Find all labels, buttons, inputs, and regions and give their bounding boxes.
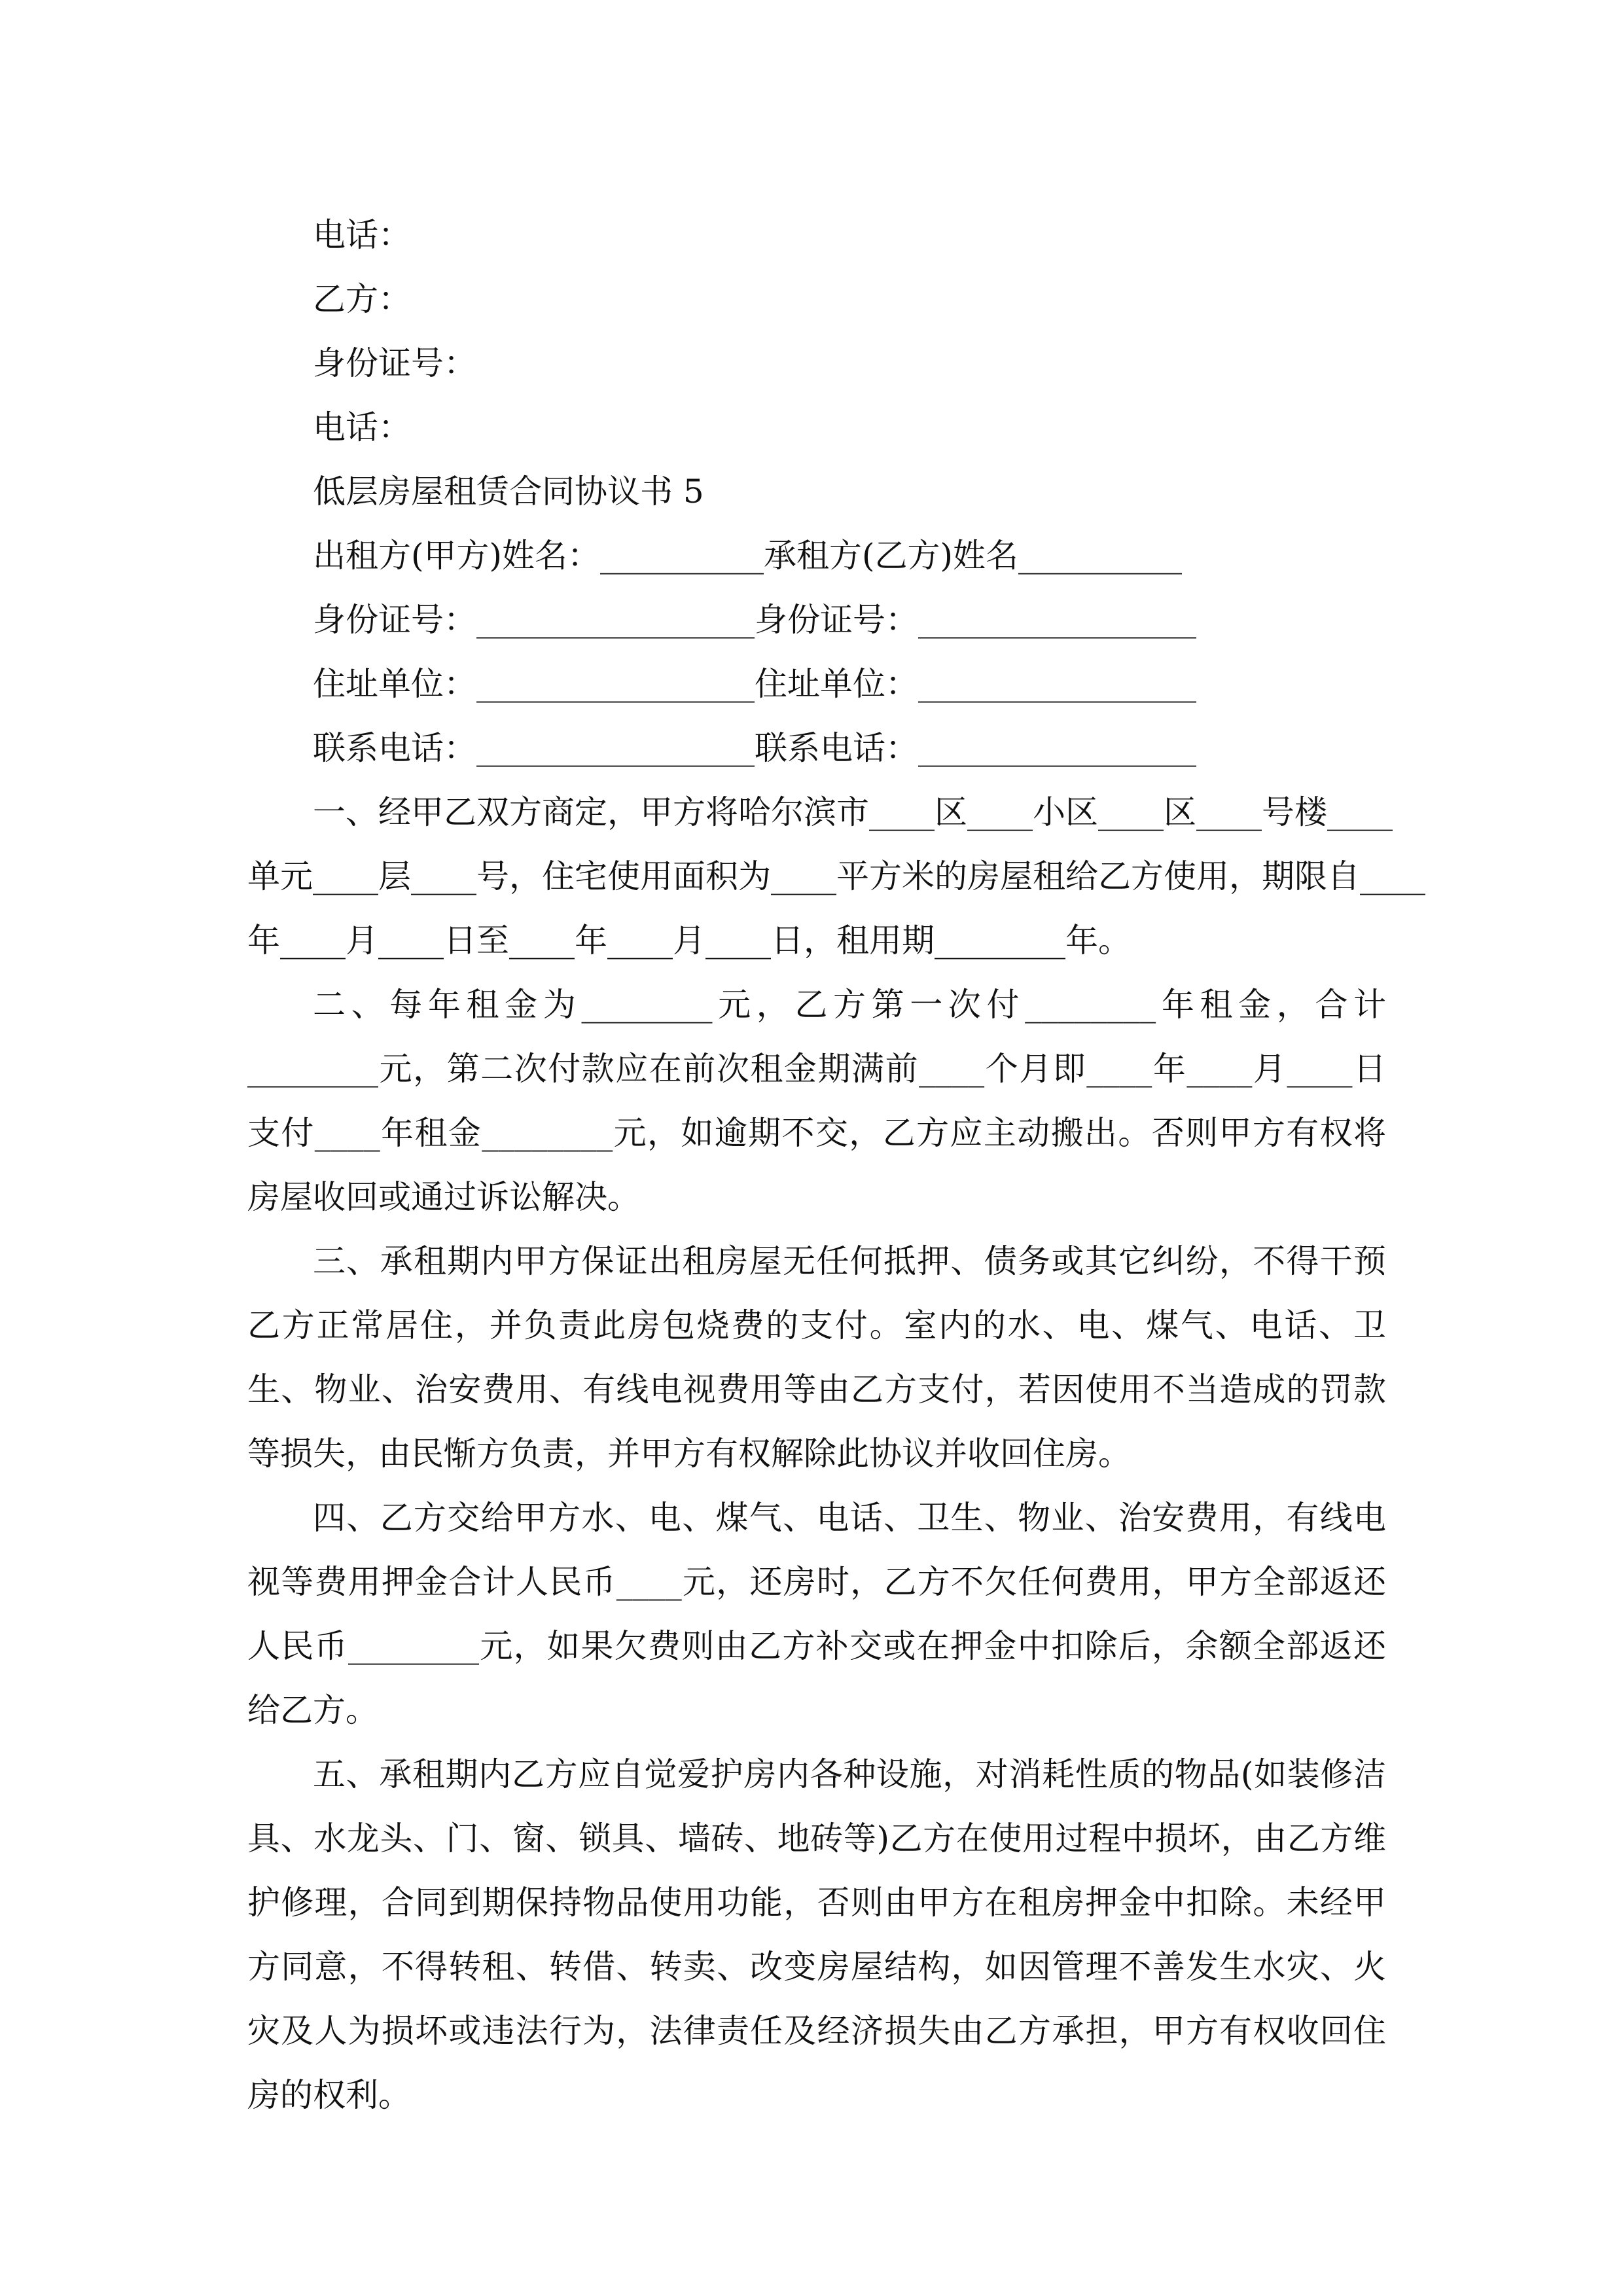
party-names-line: 出租方(甲方)姓名：__________承租方(乙方)姓名__________ [313,537,1183,575]
party-b-label: 乙方： [313,280,411,318]
clause-4: 四、乙方交给甲方水、电、煤气、电话、卫生、物业、治安费用，有线电视等费用押金合计人民币____元，还房时，乙方不欠任何费用，甲方全部返还人民币________元，如果欠费则由乙方补交或在押金中扣除后，余额全部返还给乙方。 [247,1499,1386,1729]
party-addresses-line: 住址单位：_________________住址单位：_________________ [313,665,1196,703]
section-title: 低层房屋租赁合同协议书 5 [313,473,704,511]
clause-1-line-3: 年____月____日至____年____月____日，租用期________年。 [247,922,1131,960]
contract-body [247,203,1425,2127]
clause-5: 五、承租期内乙方应自觉爱护房内各种设施，对消耗性质的物品(如装修洁具、水龙头、门、窗、锁具、墙砖、地砖等)乙方在使用过程中损坏，由乙方维护修理，合同到期保持物品使用功能，否则由甲方在租房押金中扣除。未经甲方同意，不得转租、转借、转卖、改变房屋结构，如因管理不善发生水灾、火灾及人为损坏或违法行为，法律责任及经济损失由乙方承担，甲方有权收回住房的权利。 [247,1755,1386,2114]
clause-1-line-2: 单元____层____号，住宅使用面积为____平方米的房屋租给乙方使用，期限自____ [247,857,1425,895]
id-number-label: 身份证号： [313,344,476,382]
clause-3: 三、承租期内甲方保证出租房屋无任何抵押、债务或其它纠纷，不得干预乙方正常居住，并负责此房包烧费的支付。室内的水、电、煤气、电话、卫生、物业、治安费用、有线电视费用等由乙方支付，若因使用不当造成的罚款等损失，由民惭方负责，并甲方有权解除此协议并收回住房。 [247,1242,1386,1473]
party-phones-line: 联系电话：_________________联系电话：_________________ [313,729,1196,767]
phone-label-2: 电话： [313,408,411,446]
phone-label-1: 电话： [313,216,411,254]
party-ids-line: 身份证号：_________________身份证号：_________________ [313,601,1196,639]
clause-2: 二、每年租金为________元，乙方第一次付________年租金，合计________元，第二次付款应在前次租金期满前____个月即____年____月____日支付____年租金________元，如逾期不交，乙方应主动搬出。否则甲方有权将房屋收回或通过诉讼解决。 [247,986,1386,1216]
clause-1-line-1: 一、经甲乙双方商定，甲方将哈尔滨市____区____小区____区____号楼____ [313,793,1393,831]
